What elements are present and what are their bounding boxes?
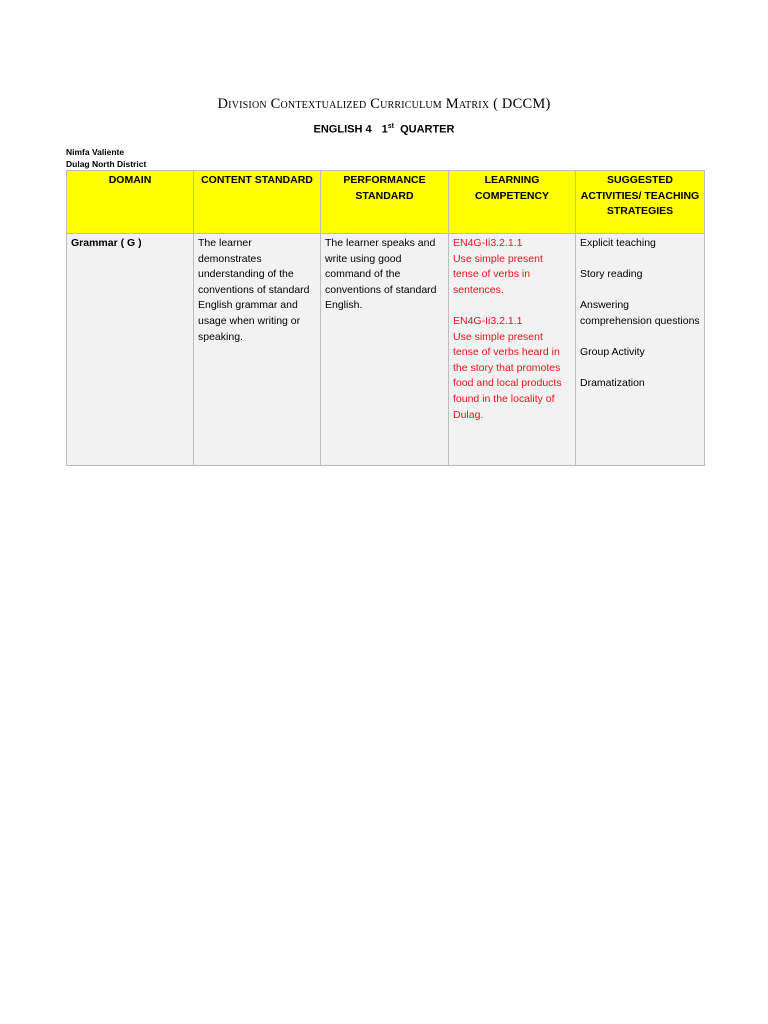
header-domain: DOMAIN [67, 171, 194, 234]
district-name: Dulag North District [66, 159, 147, 169]
table-header-row [67, 171, 705, 234]
curriculum-matrix-table [66, 170, 705, 466]
quarter-ordinal: st [387, 123, 394, 130]
competency-2 [453, 314, 571, 423]
cell-domain: Grammar ( G ) [67, 234, 194, 466]
header-content-standard: CONTENT STANDARD [194, 171, 321, 234]
activity-item: Explicit teaching [580, 237, 656, 249]
competency-code: EN4G-Ii3.2.1.1 [453, 314, 523, 327]
header-suggested-activities: SUGGESTED ACTIVITIES/ TEACHING STRATEGIES [576, 171, 705, 234]
header-learning-competency: LEARNING COMPETENCY [449, 171, 576, 234]
header-performance-standard: PERFORMANCE STANDARD [321, 171, 449, 234]
quarter-number: 1 [381, 123, 388, 136]
activity-item: Story reading [580, 268, 643, 281]
activity-item: Dramatization [580, 377, 645, 390]
author-name: Nimfa Valiente [66, 147, 125, 157]
activity-item: Group Activity [580, 346, 645, 359]
cell-performance-standard: The learner speaks and write using good command of the conventions of standard English. [321, 234, 449, 466]
cell-suggested-activities [576, 234, 705, 466]
cell-learning-competency [449, 234, 576, 466]
competency-code: EN4G-Ii3.2.1.1 [453, 237, 523, 249]
competency-text: Use simple present tense of verbs heard in the story that promotes food and local products found in the locality of Dulag. [453, 330, 562, 421]
document-subtitle [0, 123, 768, 136]
cell-content-standard: The learner demonstrates understanding of the conventions of standard English grammar and usage when writing or speaking. [194, 234, 321, 466]
table-row [67, 234, 705, 466]
activity-item: Answering comprehension questions [580, 299, 700, 327]
quarter-label: QUARTER [400, 123, 455, 136]
subject-label: ENGLISH 4 [313, 123, 372, 136]
document-title: Division Contextualized Curriculum Matrix ( DCCM) [217, 96, 551, 112]
competency-text: Use simple present tense of verbs in sentences. [453, 252, 543, 296]
competency-1 [453, 236, 571, 298]
